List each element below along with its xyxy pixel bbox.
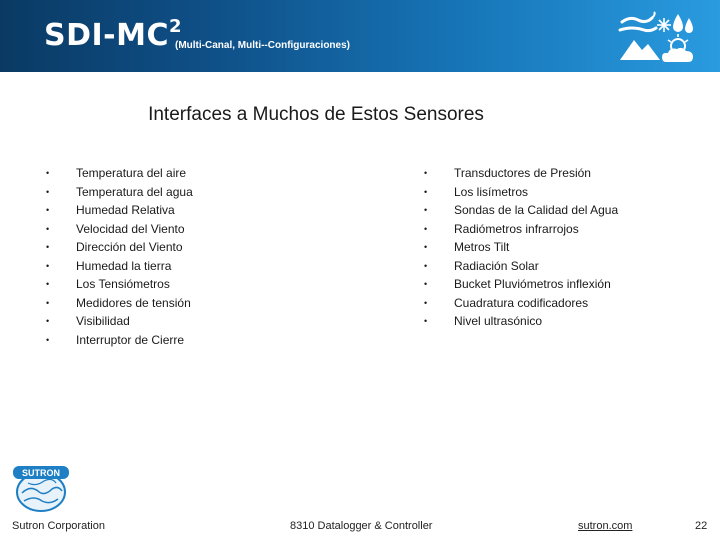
weather-icons-logo (616, 8, 696, 66)
list-item: • Transductores de Presión (454, 164, 618, 183)
bullet: • (46, 168, 50, 178)
list-item: • Cuadratura codificadores (454, 294, 618, 313)
bullet: • (424, 205, 428, 215)
list-item: • Humedad la tierra (76, 257, 193, 276)
bullet: • (46, 279, 50, 289)
bullet: • (46, 205, 50, 215)
left-sensor-list (46, 164, 193, 349)
bullet: • (424, 297, 428, 308)
list-item: • Radiómetros infrarrojos (454, 220, 618, 239)
bullet: • (424, 186, 428, 197)
bullet: • (46, 223, 50, 234)
header-banner (0, 0, 720, 72)
list-item: • Interruptor de Cierre (76, 331, 193, 350)
right-sensor-list (424, 164, 619, 331)
slide-title: Interfaces a Muchos de Estos Sensores (148, 104, 484, 125)
sutron-logo-text: SUTRON (22, 468, 60, 478)
bullet: • (424, 279, 428, 289)
list-item: • Metros Tilt (454, 238, 618, 257)
sutron-logo (10, 463, 72, 513)
bullet: • (46, 260, 50, 271)
list-item: • Nivel ultrasónico (454, 312, 618, 331)
list-item: • Humedad Relativa (76, 201, 193, 220)
list-item: • Radiación Solar (454, 257, 618, 276)
bullet: • (46, 242, 50, 252)
bullet: • (46, 316, 50, 326)
bullet: • (424, 242, 428, 252)
footer-product: 8310 Datalogger & Controller (290, 520, 433, 532)
footer-website-link[interactable]: sutron.com (578, 520, 633, 532)
list-item: • Los lisímetros (454, 183, 618, 202)
bullet: • (424, 168, 428, 178)
page-number: 22 (695, 520, 708, 532)
bullet: • (46, 186, 50, 197)
bullet: • (424, 316, 428, 326)
list-item: • Medidores de tensión (76, 294, 193, 313)
bullet: • (46, 297, 50, 308)
list-item: • Sondas de la Calidad del Agua (454, 201, 618, 220)
list-item: • Velocidad del Viento (76, 220, 193, 239)
list-item: • Bucket Pluviómetros inflexión (454, 275, 618, 294)
header-subtitle: (Multi-Canal, Multi--Configuraciones) (175, 40, 350, 51)
list-item: • Dirección del Viento (76, 238, 193, 257)
list-item: • Visibilidad (76, 312, 193, 331)
bullet: • (424, 260, 428, 271)
bullet: • (424, 223, 428, 234)
list-item: • Los Tensiómetros (76, 275, 193, 294)
list-item: • Temperatura del agua (76, 183, 193, 202)
header-title: SDI-$MC^2$ (44, 16, 183, 53)
footer-company: Sutron Corporation (12, 520, 105, 532)
bullet: • (46, 334, 50, 345)
list-item: • Temperatura del aire (76, 164, 193, 183)
